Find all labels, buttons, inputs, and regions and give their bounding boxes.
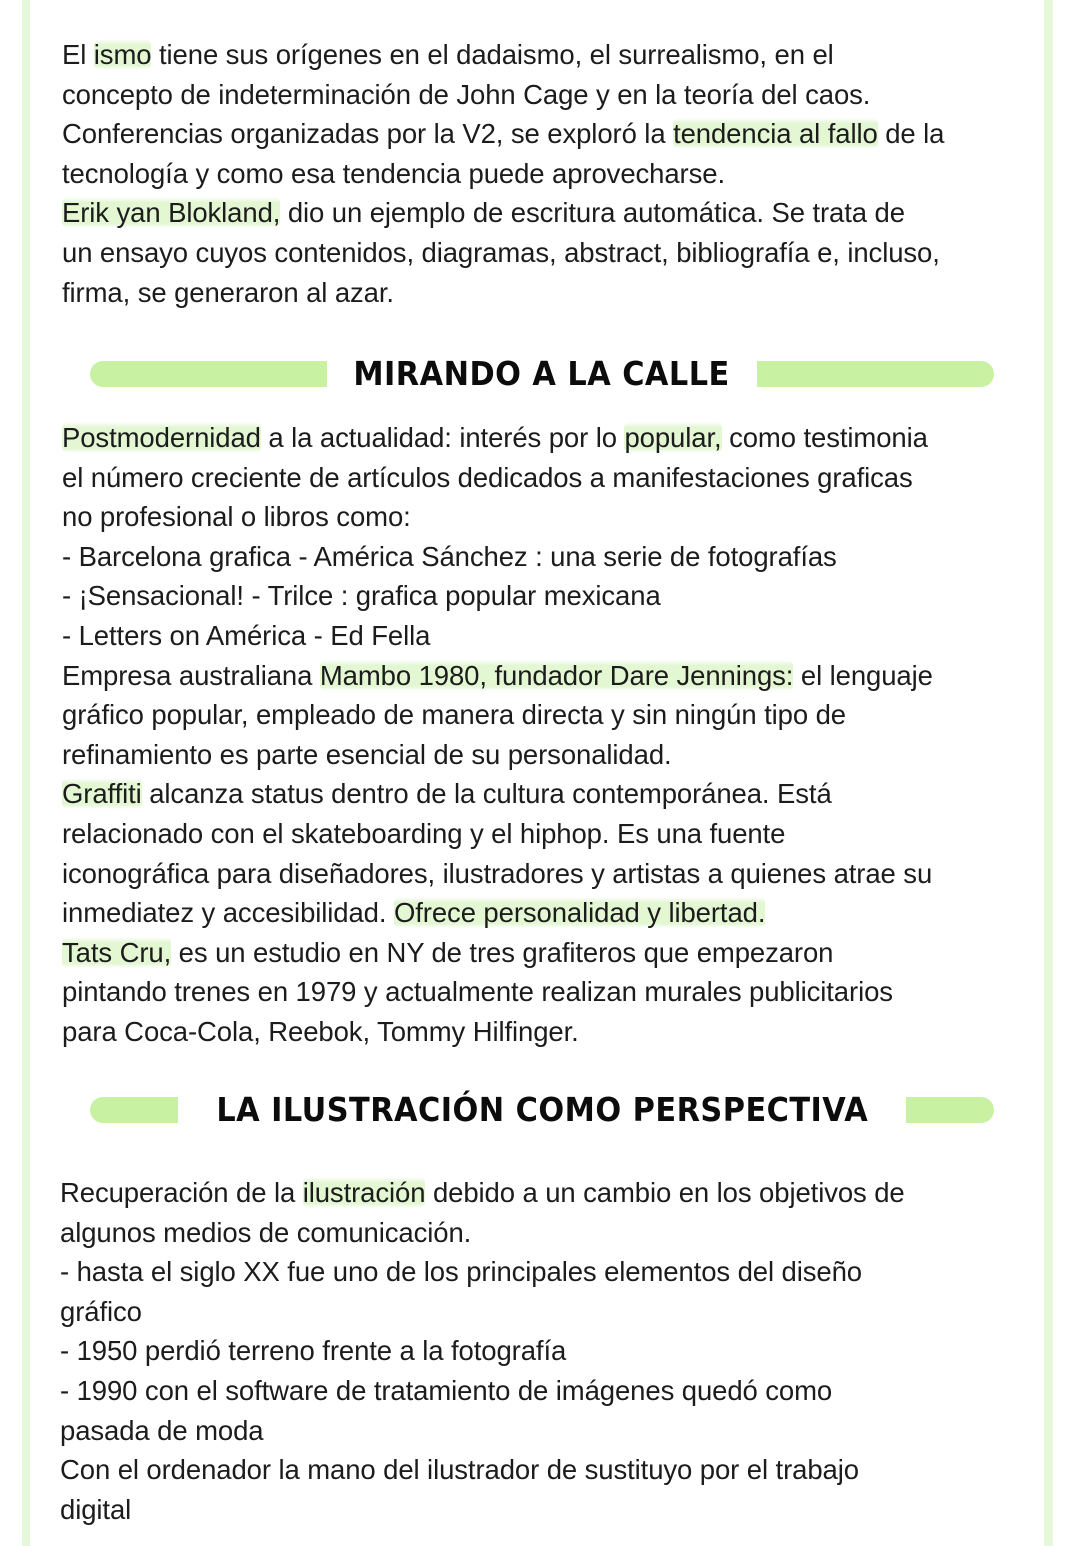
text-run: firma, se generaron al azar. (62, 276, 394, 308)
text-run: - hasta el siglo XX fue uno de los principales elementos del diseño (60, 1256, 862, 1288)
text-line (62, 273, 1042, 313)
text-line (62, 854, 1042, 894)
text-run: concepto de indeterminación de John Cage y en la teoría del caos. (62, 78, 871, 110)
text-line (62, 497, 1042, 537)
section-body-mirando-a-la-calle (62, 418, 1042, 1052)
text-run: relacionado con el skateboarding y el hiphop. Es una fuente (62, 817, 786, 849)
highlighted-text: Mambo 1980, fundador Dare Jennings: (319, 659, 794, 691)
text-line (60, 1213, 1040, 1253)
text-line (62, 972, 1042, 1012)
text-line (60, 1173, 1040, 1213)
text-line (62, 1012, 1042, 1052)
text-line (62, 616, 1042, 656)
highlighted-text: Erik yan Blokland, (62, 197, 281, 229)
highlighted-text: ismo (93, 39, 152, 70)
text-line (60, 1331, 1040, 1371)
text-line (62, 774, 1042, 814)
text-line (62, 656, 1042, 696)
highlighted-text: tendencia al fallo (673, 118, 878, 150)
text-line (62, 933, 1042, 973)
text-line (60, 1292, 1040, 1332)
text-line (62, 75, 1042, 115)
intro-paragraph (62, 35, 1042, 312)
section-accent-bar-right (906, 1097, 994, 1123)
text-run: - Letters on América - Ed Fella (62, 619, 431, 651)
text-run: para Coca-Cola, Reebok, Tommy Hilfinger. (62, 1015, 579, 1047)
text-run: - 1950 perdió terreno frente a la fotografía (60, 1335, 567, 1367)
text-line (62, 893, 1042, 933)
text-run: inmediatez y accesibilidad. (62, 897, 394, 929)
text-run: pasada de moda (60, 1414, 264, 1446)
section-accent-bar-left (90, 1097, 178, 1123)
text-run: dio un ejemplo de escritura automática. Se trata de (280, 197, 905, 229)
text-line (60, 1411, 1040, 1451)
page-border-right (1044, 0, 1053, 1546)
text-line (62, 458, 1042, 498)
text-run: como testimonia (721, 422, 928, 453)
text-run: tecnología y (62, 157, 217, 189)
text-line (62, 418, 1042, 458)
text-run: - 1990 con el software de tratamiento de imágenes quedó como (60, 1374, 833, 1406)
text-run: el lenguaje (793, 659, 933, 691)
text-run: como esa tendencia puede aprovecharse. (216, 157, 725, 189)
text-run: iconográfica para diseñadores, ilustradores y artistas a quienes atrae su (62, 857, 933, 889)
text-line (62, 814, 1042, 854)
text-run: de la (877, 118, 945, 150)
text-line (60, 1490, 1040, 1530)
section-accent-bar-left (90, 361, 327, 387)
section-title: LA ILUSTRACIÓN COMO PERSPECTIVA (207, 1075, 877, 1145)
text-line (62, 193, 1042, 233)
highlighted-text: ilustración (302, 1177, 426, 1208)
text-run: alcanza status dentro de la cultura contemporánea. Está (141, 778, 832, 810)
text-run: el número creciente de artículos dedicados a manifestaciones graficas (62, 461, 913, 493)
text-line (62, 576, 1042, 616)
text-run: El (62, 39, 94, 70)
text-line (62, 735, 1042, 775)
text-line (62, 695, 1042, 735)
highlighted-text: Graffiti (62, 778, 142, 810)
text-run: Conferencias organizadas por la V2, se exploró la (62, 118, 674, 150)
text-run: tiene sus orígenes en el dadaismo, el surrealismo, en el (151, 39, 834, 70)
text-run: a la actualidad: interés por lo (260, 422, 625, 453)
text-line (62, 35, 1042, 75)
text-run: digital (60, 1493, 132, 1525)
text-run: gráfico popular, empleado de manera directa y sin ningún tipo de (62, 699, 846, 731)
text-run: - ¡Sensacional! - Trilce : grafica popular mexicana (62, 580, 661, 612)
text-line (62, 537, 1042, 577)
text-line (60, 1450, 1040, 1490)
text-run: Recuperación de la (60, 1177, 303, 1208)
text-run: es un estudio en NY de tres grafiteros que empezaron (171, 936, 834, 968)
section-accent-bar-right (757, 361, 994, 387)
text-run: refinamiento es parte esencial de su personalidad. (62, 738, 672, 770)
text-run: pintando trenes en 1979 y actualmente realizan murales publicitarios (62, 976, 893, 1008)
text-run: algunos medios de comunicación. (60, 1216, 472, 1248)
section-header-la-ilustracion-como-perspectiva (90, 1075, 994, 1145)
highlighted-text: Postmodernidad (62, 422, 261, 453)
highlighted-text: Tats Cru, (62, 936, 172, 968)
text-run: Empresa australiana (62, 659, 320, 691)
text-run: gráfico (60, 1295, 142, 1327)
text-run: un ensayo cuyos contenidos, diagramas, abstract, bibliografía e, incluso, (62, 236, 940, 268)
text-run: debido a un cambio en los objetivos de (425, 1177, 905, 1208)
text-line (60, 1371, 1040, 1411)
highlighted-text: popular, (624, 422, 722, 453)
text-line (62, 233, 1042, 273)
text-line (60, 1252, 1040, 1292)
text-run: Con el ordenador la mano del ilustrador de sustituyo por el trabajo (60, 1454, 859, 1486)
text-run: - Barcelona grafica - América Sánchez : una serie de fotografías (62, 540, 837, 572)
highlighted-text: Ofrece personalidad y libertad. (393, 897, 766, 929)
text-line (62, 154, 1042, 194)
text-line (62, 114, 1042, 154)
section-body-la-ilustracion-como-perspectiva (60, 1173, 1040, 1529)
text-run: no profesional o libros como: (62, 501, 411, 533)
page-border-left (22, 0, 30, 1546)
section-header-mirando-a-la-calle (90, 339, 994, 409)
section-title: MIRANDO A LA CALLE (345, 339, 740, 409)
